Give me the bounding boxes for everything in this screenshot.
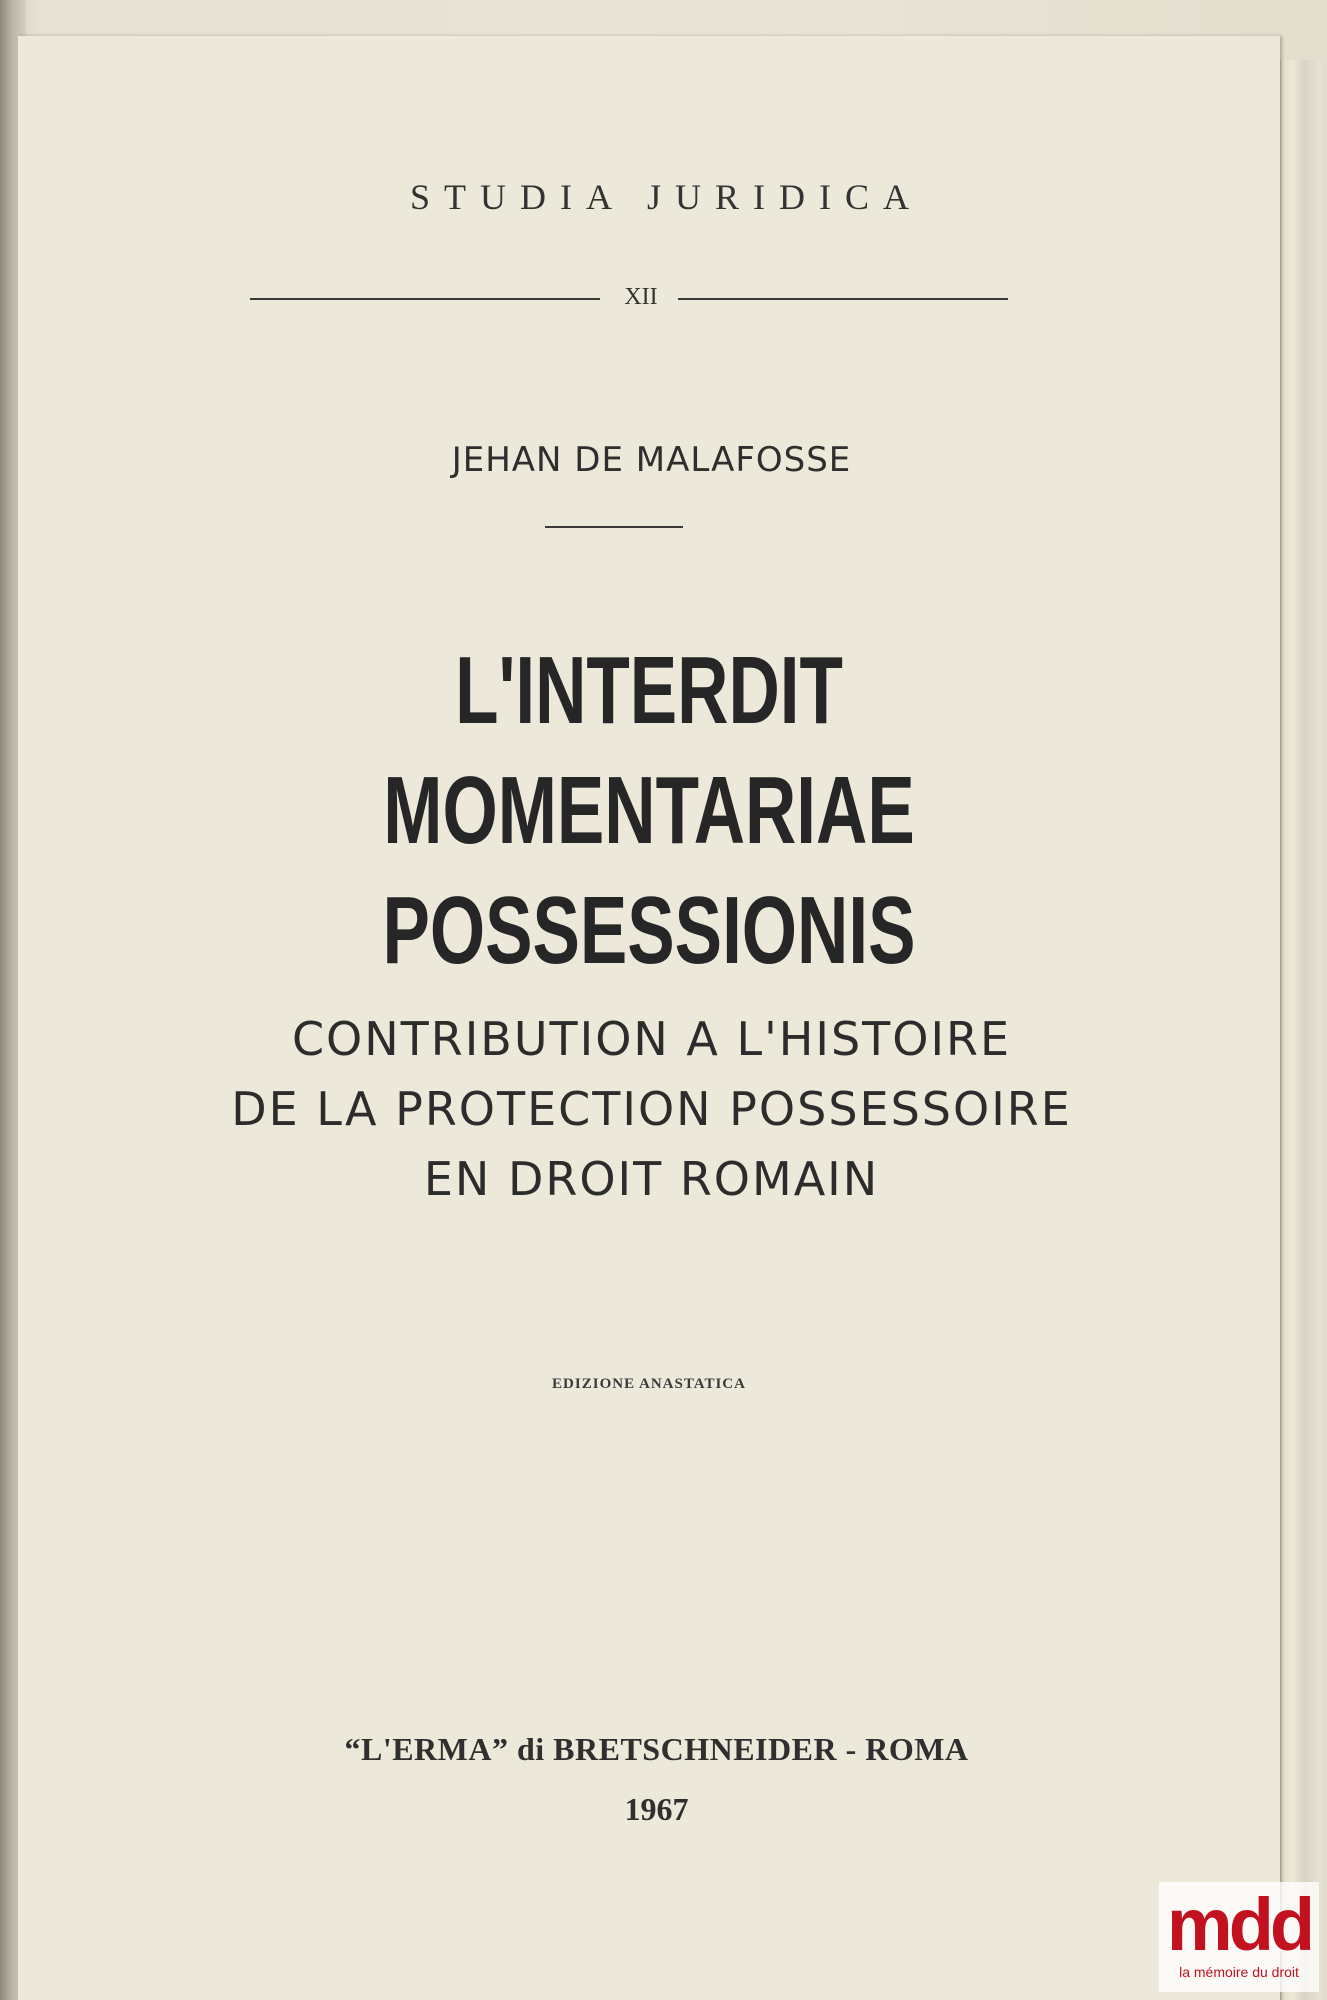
- title-page: [18, 36, 1280, 2000]
- book-subtitle: [18, 1004, 1280, 1214]
- book-title-line-1: L'INTERDIT MOMENTARIAE: [383, 637, 915, 864]
- watermark-logo: [1159, 1882, 1319, 1992]
- book-title: [182, 631, 1116, 991]
- series-volume: XII: [624, 284, 658, 310]
- publisher: “L'ERMA” di BRETSCHNEIDER - ROMA: [344, 1731, 969, 1767]
- publication-year: 1967: [624, 1791, 689, 1827]
- author-rule: [545, 526, 683, 528]
- author-name: JEHAN DE MALAFOSSE: [451, 440, 852, 480]
- series-name: STUDIA JURIDICA: [409, 177, 923, 217]
- volume-rule-left: [250, 298, 600, 300]
- book-title-line-2: POSSESSIONIS: [382, 877, 916, 984]
- book-subtitle-line-1: CONTRIBUTION A L'HISTOIRE: [291, 1012, 1012, 1066]
- book-subtitle-line-2: DE LA PROTECTION POSSESSOIRE: [231, 1082, 1072, 1136]
- page-stack-edge: [1280, 60, 1321, 2000]
- series-volume-row: [18, 284, 1280, 314]
- watermark-logo-mark: mdd: [1166, 1883, 1312, 1966]
- edition-note: EDIZIONE ANASTATICA: [552, 1376, 746, 1392]
- watermark-logo-tagline: la mémoire du droit: [1179, 1964, 1299, 1980]
- volume-rule-right: [678, 298, 1008, 300]
- book-subtitle-line-3: EN DROIT ROMAIN: [423, 1152, 880, 1206]
